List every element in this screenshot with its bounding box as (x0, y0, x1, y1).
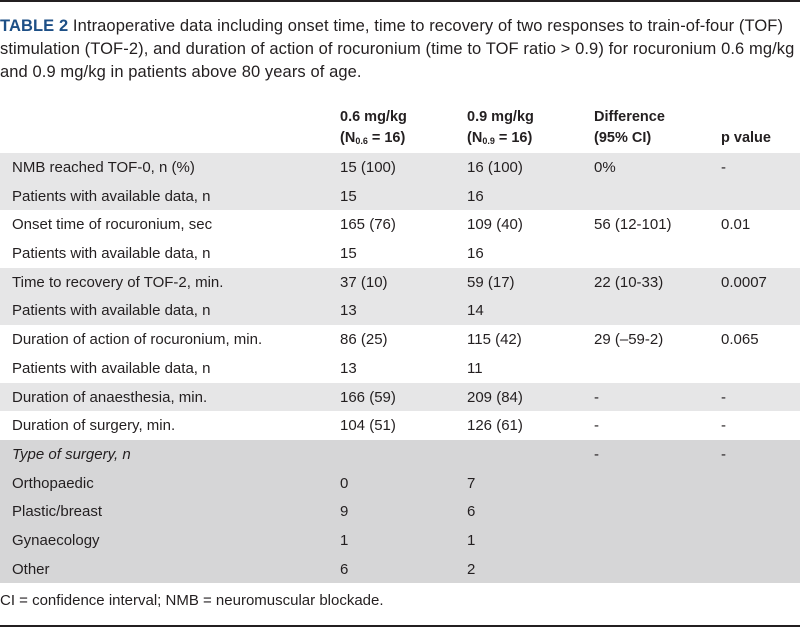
header-difference-line2: (95% CI) (594, 130, 652, 146)
cell-09: 16 (467, 245, 484, 263)
cell-06: 15 (340, 245, 357, 263)
table-row (0, 555, 800, 584)
cell-difference: 56 (12-101) (594, 216, 672, 234)
cell-06: 1 (340, 531, 349, 549)
cell-06: 86 (25) (340, 331, 388, 349)
cell-09: 11 (467, 359, 483, 377)
row-label: Time to recovery of TOF-2, min. (12, 273, 224, 291)
cell-06: 165 (76) (340, 216, 396, 234)
header-col-09-n-pre: (N (467, 130, 483, 146)
cell-06: 6 (340, 560, 349, 578)
table-row (0, 153, 800, 182)
row-label: Onset time of rocuronium, sec (12, 216, 213, 234)
row-label: Orthopaedic (12, 474, 94, 492)
cell-pvalue: 0.0007 (721, 273, 767, 291)
cell-09: 6 (467, 503, 476, 521)
cell-difference: - (594, 417, 599, 435)
table-body (0, 153, 800, 583)
cell-difference: 22 (10-33) (594, 273, 664, 291)
row-label: Gynaecology (12, 531, 100, 549)
cell-pvalue: 0.01 (721, 216, 751, 234)
table-row (0, 325, 800, 354)
cell-pvalue: 0.065 (721, 331, 759, 349)
header-col-09-n-sub: 0.9 (482, 136, 495, 146)
table-row (0, 383, 800, 412)
cell-difference: - (594, 445, 599, 463)
header-col-06-n-pre: (N (340, 130, 356, 146)
header-col-difference (594, 107, 665, 149)
row-label: Other (12, 560, 50, 578)
cell-difference: - (594, 388, 599, 406)
caption-text: Intraoperative data including onset time, time to recovery of two responses to train-of-four (TOF) stimulation (TOF-2), and duration of action of rocuronium (time to TOF ratio > 0.9) for rocuronium 0.6 mg/kg and 0.9 mg/kg in patients above 80 years of age. (0, 17, 795, 81)
cell-09: 59 (17) (467, 273, 515, 291)
row-label: Plastic/breast (12, 503, 103, 521)
table-row (0, 469, 800, 498)
cell-09: 209 (84) (467, 388, 523, 406)
row-label: Patients with available data, n (12, 187, 211, 205)
header-col-06-dose: 0.6 mg/kg (340, 109, 407, 125)
table-row (0, 210, 800, 239)
table-row (0, 526, 800, 555)
header-col-06-n-sub: 0.6 (355, 136, 368, 146)
cell-difference: 0% (594, 159, 616, 176)
cell-difference: 29 (–59-2) (594, 331, 664, 349)
cell-pvalue: - (721, 159, 726, 176)
row-label: Patients with available data, n (12, 302, 211, 320)
table-footnote: CI = confidence interval; NMB = neuromuscular blockade. (0, 592, 384, 609)
header-col-09-n-post: = 16) (494, 130, 533, 146)
table-header (0, 104, 800, 152)
row-label: Patients with available data, n (12, 245, 211, 263)
cell-09: 16 (467, 187, 484, 205)
header-col-pvalue: p value (721, 130, 771, 146)
cell-06: 0 (340, 474, 349, 492)
cell-pvalue: - (721, 388, 726, 406)
header-col-06-n-post: = 16) (367, 130, 406, 146)
cell-06: 166 (59) (340, 388, 396, 406)
row-label: Type of surgery, n (12, 445, 131, 463)
cell-09: 14 (467, 302, 484, 320)
cell-09: 109 (40) (467, 216, 523, 234)
cell-06: 15 (340, 187, 357, 205)
table-caption (0, 15, 796, 84)
cell-09: 115 (42) (467, 331, 522, 349)
header-difference-line1: Difference (594, 109, 665, 125)
cell-06: 37 (10) (340, 273, 388, 291)
cell-09: 7 (467, 474, 476, 492)
cell-09: 2 (467, 560, 476, 578)
table-row (0, 239, 800, 268)
header-col-09 (467, 107, 534, 149)
row-label: Duration of action of rocuronium, min. (12, 331, 263, 349)
header-col-06 (340, 107, 407, 149)
cell-06: 13 (340, 359, 357, 377)
table-row (0, 440, 800, 469)
table-label: TABLE 2 (0, 17, 69, 35)
table-row (0, 182, 800, 211)
cell-09: 1 (467, 531, 476, 549)
cell-09: 126 (61) (467, 417, 523, 435)
table-row (0, 411, 800, 440)
table-row (0, 296, 800, 325)
header-col-09-dose: 0.9 mg/kg (467, 109, 534, 125)
row-label: Patients with available data, n (12, 359, 211, 377)
cell-pvalue: - (721, 445, 726, 463)
row-label: NMB reached TOF-0, n (%) (12, 159, 195, 176)
cell-06: 104 (51) (340, 417, 396, 435)
row-label: Duration of anaesthesia, min. (12, 388, 208, 406)
top-rule (0, 0, 800, 2)
cell-06: 13 (340, 302, 357, 320)
cell-09: 16 (100) (467, 159, 523, 176)
table-row (0, 497, 800, 526)
table-row (0, 354, 800, 383)
table-row (0, 268, 800, 297)
row-label: Duration of surgery, min. (12, 417, 176, 435)
cell-06: 9 (340, 503, 349, 521)
cell-pvalue: - (721, 417, 726, 435)
cell-06: 15 (100) (340, 159, 396, 176)
